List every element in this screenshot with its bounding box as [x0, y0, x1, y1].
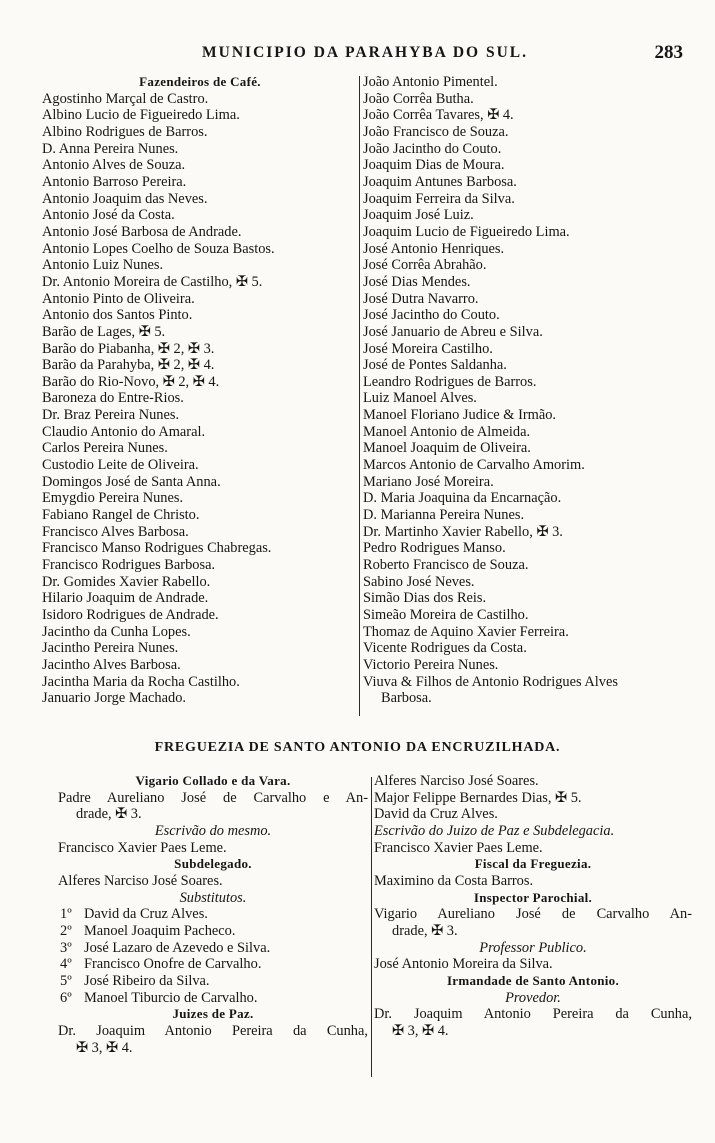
farmer-name: José de Pontes Saldanha.: [363, 357, 507, 374]
professor-name: José Antonio Moreira da Silva.: [374, 956, 553, 973]
farmer-name: Custodio Leite de Oliveira.: [42, 457, 199, 474]
farmer-name: Joaquim Lucio de Figueiredo Lima.: [363, 223, 570, 240]
farmer-name: José Jacintho do Couto.: [363, 307, 500, 324]
farmer-name: Emygdio Pereira Nunes.: [42, 490, 184, 507]
farmer-name: Barbosa.: [381, 690, 432, 707]
farmer-name: José Dutra Navarro.: [363, 290, 479, 307]
farmer-name: Dr. Braz Pereira Nunes.: [42, 407, 180, 424]
substitutos-list: [58, 906, 368, 1006]
page-number: 283: [654, 42, 683, 63]
farmer-name: Vicente Rodrigues da Costa.: [363, 640, 527, 657]
farmer-name: Barão do Piabanha, ✠ 2, ✠ 3.: [42, 340, 215, 357]
farmer-name: Antonio dos Santos Pinto.: [42, 307, 193, 324]
farmer-name: José Antonio Henriques.: [363, 240, 505, 257]
farmer-name: Antonio Lopes Coelho de Souza Bastos.: [42, 240, 275, 257]
farmer-name: Roberto Francisco de Souza.: [363, 557, 529, 574]
substituto-number: 5º: [60, 972, 72, 989]
vigario-heading: Vigario Collado e da Vara.: [135, 773, 291, 788]
provedor-heading: Provedor.: [505, 989, 561, 1006]
coffee-farmers-heading: Fazendeiros de Café.: [139, 74, 261, 89]
substituto-number: 2º: [60, 922, 72, 939]
farmer-name: Antonio Joaquim das Neves.: [42, 190, 208, 207]
subdelegado-name: Alferes Narciso José Soares.: [58, 872, 223, 889]
juizes-heading: Juizes de Paz.: [172, 1006, 254, 1022]
farmer-name: Francisco Rodrigues Barbosa.: [42, 557, 216, 574]
section-title: FREGUEZIA DE SANTO ANTONIO DA ENCRUZILHADA.: [154, 740, 561, 755]
farmer-name: Joaquim Ferreira da Silva.: [363, 190, 515, 207]
farmer-name: Viuva & Filhos de Antonio Rodrigues Alves: [363, 673, 618, 690]
substituto-name: José Ribeiro da Silva.: [84, 972, 210, 989]
juiz-line: Major Felippe Bernardes Dias, ✠ 5.: [374, 789, 582, 806]
fiscal-heading: Fiscal da Freguezia.: [474, 856, 592, 872]
irmandade-heading: Irmandade de Santo Antonio.: [446, 972, 620, 988]
farmer-name: Francisco Manso Rodrigues Chabregas.: [42, 540, 272, 557]
farmer-name: José Corrêa Abrahão.: [363, 257, 487, 274]
farmer-name: Joaquim Antunes Barbosa.: [363, 173, 517, 190]
farmer-name: Antonio José Barbosa de Andrade.: [42, 223, 242, 240]
farmer-name: Antonio José da Costa.: [42, 207, 175, 224]
farmer-name: Barão de Lages, ✠ 5.: [42, 323, 166, 340]
farmer-name: Mariano José Moreira.: [363, 473, 494, 490]
juiz-line: Alferes Narciso José Soares.: [374, 773, 539, 789]
farmer-name: Jacintho Alves Barbosa.: [42, 656, 181, 673]
substituto-row: [58, 956, 368, 973]
escrivao-heading: Escrivão do mesmo.: [154, 822, 272, 839]
farmer-name: Pedro Rodrigues Manso.: [363, 540, 506, 557]
farmer-name: Antonio Barroso Pereira.: [42, 173, 187, 190]
farmer-name: Albino Lucio de Figueiredo Lima.: [42, 107, 240, 124]
farmer-name: Manoel Joaquim de Oliveira.: [363, 440, 531, 457]
juiz-line: ✠ 3, ✠ 4.: [76, 1039, 133, 1056]
farmer-name: Dr. Gomides Xavier Rabello.: [42, 573, 211, 590]
substituto-name: Manoel Tiburcio de Carvalho.: [84, 989, 258, 1006]
farmer-name: D. Anna Pereira Nunes.: [42, 140, 179, 157]
substituto-number: 6º: [60, 989, 72, 1006]
substituto-number: 3º: [60, 939, 72, 956]
farmer-name: Thomaz de Aquino Xavier Ferreira.: [363, 623, 569, 640]
substituto-name: José Lazaro de Azevedo e Silva.: [84, 939, 271, 956]
farmer-name: Dr. Martinho Xavier Rabello, ✠ 3.: [363, 523, 563, 540]
provedor-line: Dr. Joaquim Antonio Pereira da Cunha,: [374, 1006, 692, 1023]
coffee-farmers-left-column: [42, 74, 358, 707]
farmer-name: Claudio Antonio do Amaral.: [42, 423, 206, 440]
substituto-name: Francisco Onofre de Carvalho.: [84, 956, 262, 973]
subdelegado-heading: Subdelegado.: [174, 856, 252, 872]
column-divider: [371, 777, 372, 1077]
substitutos-heading: Substitutos.: [179, 889, 247, 906]
farmer-name: João Antonio Pimentel.: [363, 74, 498, 90]
farmer-name: Barão do Rio-Novo, ✠ 2, ✠ 4.: [42, 373, 220, 390]
substituto-row: [58, 990, 368, 1007]
vigario-line: Padre Aureliano José de Carvalho e An-: [58, 789, 368, 806]
substituto-row: [58, 940, 368, 957]
parish-right-column: [374, 773, 692, 1040]
substituto-number: 4º: [60, 956, 72, 973]
farmer-name: José Dias Mendes.: [363, 273, 471, 290]
escrivao-name: Francisco Xavier Paes Leme.: [58, 839, 227, 856]
farmer-name: Isidoro Rodrigues de Andrade.: [42, 607, 219, 623]
inspector-line: Vigario Aureliano José de Carvalho An-: [374, 906, 692, 923]
farmer-name: Jacintho da Cunha Lopes.: [42, 623, 191, 640]
farmer-name: Francisco Alves Barbosa.: [42, 523, 189, 540]
substituto-name: David da Cruz Alves.: [84, 906, 208, 923]
farmer-name: João Corrêa Butha.: [363, 90, 474, 107]
farmer-name: Agostinho Marçal de Castro.: [42, 90, 209, 107]
parish-left-column: [58, 773, 368, 1056]
farmer-name: Domingos José de Santa Anna.: [42, 473, 221, 490]
farmer-name: Victorio Pereira Nunes.: [363, 656, 499, 673]
farmer-name: Manoel Antonio de Almeida.: [363, 423, 531, 440]
farmer-name: Antonio Luiz Nunes.: [42, 257, 164, 274]
farmer-name: Joaquim José Luiz.: [363, 207, 474, 224]
farmer-name: José Januario de Abreu e Silva.: [363, 323, 543, 340]
farmer-name: João Francisco de Souza.: [363, 123, 509, 140]
farmer-name: Manoel Floriano Judice & Irmão.: [363, 407, 557, 424]
farmer-name: Januario Jorge Machado.: [42, 690, 186, 707]
provedor-line: ✠ 3, ✠ 4.: [392, 1022, 449, 1039]
inspector-line: drade, ✠ 3.: [392, 922, 458, 939]
farmer-name: Fabiano Rangel de Christo.: [42, 507, 200, 524]
farmer-name: D. Maria Joaquina da Encarnação.: [363, 490, 562, 507]
farmer-name: Antonio Alves de Souza.: [42, 157, 186, 174]
substituto-name: Manoel Joaquim Pacheco.: [84, 922, 236, 939]
coffee-farmers-right-column: [363, 74, 693, 707]
escrivao-juizo-name: Francisco Xavier Paes Leme.: [374, 839, 543, 856]
farmer-name: Joaquim Dias de Moura.: [363, 157, 505, 174]
farmer-name: Carlos Pereira Nunes.: [42, 440, 168, 457]
substituto-row: [58, 923, 368, 940]
juiz-line: Dr. Joaquim Antonio Pereira da Cunha,: [58, 1022, 368, 1039]
farmer-name: D. Marianna Pereira Nunes.: [363, 507, 525, 524]
farmer-name: Simeão Moreira de Castilho.: [363, 607, 529, 623]
farmer-name: Albino Rodrigues de Barros.: [42, 123, 208, 140]
escrivao-juizo-heading: Escrivão do Juizo de Paz e Subdelegacia.: [374, 822, 615, 839]
farmer-name: Jacintha Maria da Rocha Castilho.: [42, 673, 240, 690]
substituto-number: 1º: [60, 906, 72, 923]
farmer-name: Leandro Rodrigues de Barros.: [363, 373, 537, 390]
juiz-line: David da Cruz Alves.: [374, 806, 498, 823]
substituto-row: [58, 906, 368, 923]
column-divider: [359, 76, 360, 716]
farmer-name: Simão Dias dos Reis.: [363, 590, 487, 607]
inspector-heading: Inspector Parochial.: [473, 889, 593, 905]
substituto-row: [58, 973, 368, 990]
farmer-name: Jacintho Pereira Nunes.: [42, 640, 179, 657]
farmer-name: Antonio Pinto de Oliveira.: [42, 290, 195, 307]
running-header: MUNICIPIO DA PARAHYBA DO SUL.: [202, 44, 528, 61]
farmer-name: Luiz Manoel Alves.: [363, 390, 477, 407]
farmer-name: João Jacintho do Couto.: [363, 140, 502, 157]
farmer-name: José Moreira Castilho.: [363, 340, 493, 357]
farmer-name: Hilario Joaquim de Andrade.: [42, 590, 209, 607]
vigario-line: drade, ✠ 3.: [76, 806, 142, 823]
farmer-name: João Corrêa Tavares, ✠ 4.: [363, 107, 514, 124]
farmer-name: Barão da Parahyba, ✠ 2, ✠ 4.: [42, 357, 215, 374]
farmer-name: Sabino José Neves.: [363, 573, 475, 590]
farmer-name: Dr. Antonio Moreira de Castilho, ✠ 5.: [42, 273, 263, 290]
professor-heading: Professor Publico.: [479, 939, 587, 956]
farmer-name: Marcos Antonio de Carvalho Amorim.: [363, 457, 585, 474]
fiscal-name: Maximino da Costa Barros.: [374, 872, 534, 889]
farmer-name: Baroneza do Entre-Rios.: [42, 390, 184, 407]
